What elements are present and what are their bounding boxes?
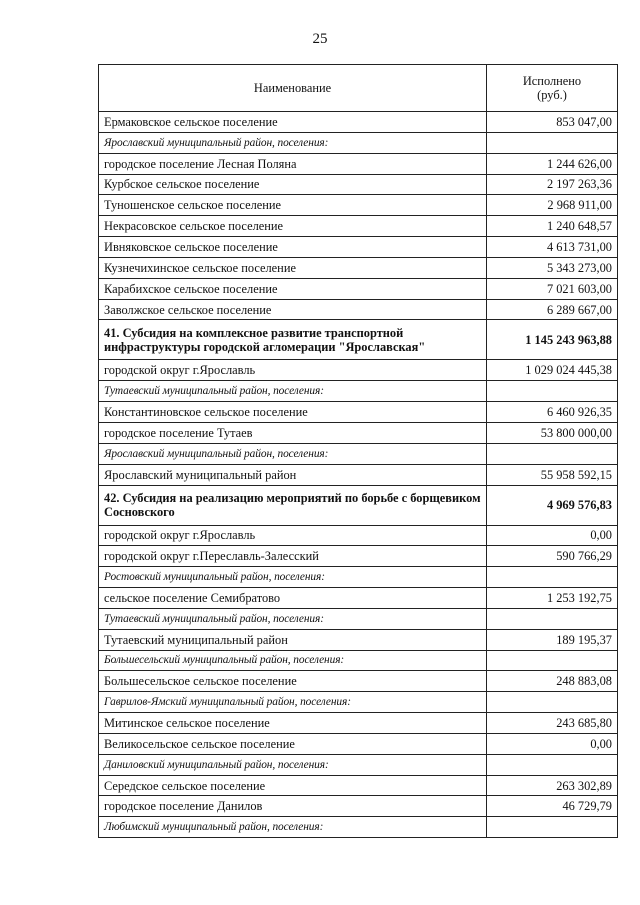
row-value: 248 883,08 [487, 671, 618, 692]
row-value: 0,00 [487, 525, 618, 546]
row-name: городское поселение Тутаев [99, 422, 487, 443]
row-name: Ивняковское сельское поселение [99, 237, 487, 258]
row-name: Даниловский муниципальный район, поселения: [99, 754, 487, 775]
row-name: Заволжское сельское поселение [99, 299, 487, 320]
row-name: Карабихское сельское поселение [99, 278, 487, 299]
row-name: Ярославский муниципальный район [99, 464, 487, 485]
table-row [99, 588, 618, 609]
table-row [99, 775, 618, 796]
row-value: 189 195,37 [487, 629, 618, 650]
row-value: 243 685,80 [487, 713, 618, 734]
row-value: 853 047,00 [487, 112, 618, 133]
row-value: 0,00 [487, 733, 618, 754]
row-value: 1 244 626,00 [487, 153, 618, 174]
column-header-executed-title: Исполнено [522, 74, 582, 88]
row-value [487, 650, 618, 671]
district-header-row [99, 381, 618, 402]
row-name: Константиновское сельское поселение [99, 402, 487, 423]
table-row [99, 464, 618, 485]
table-row [99, 299, 618, 320]
subsidy-row [99, 320, 618, 360]
row-value [487, 132, 618, 153]
row-value: 590 766,29 [487, 546, 618, 567]
table-row [99, 796, 618, 817]
row-name: Большесельский муниципальный район, поселения: [99, 650, 487, 671]
budget-execution-table [98, 64, 618, 838]
column-header-executed [487, 65, 618, 112]
row-value: 263 302,89 [487, 775, 618, 796]
row-name: 41. Субсидия на комплексное развитие транспортной инфраструктуры городской агломерации "Ярославская" [99, 320, 487, 360]
row-value: 55 958 592,15 [487, 464, 618, 485]
table-row [99, 216, 618, 237]
row-name: городской округ г.Ярославль [99, 360, 487, 381]
row-value: 1 253 192,75 [487, 588, 618, 609]
table-row [99, 174, 618, 195]
row-name: Ермаковское сельское поселение [99, 112, 487, 133]
row-name: Некрасовское сельское поселение [99, 216, 487, 237]
row-value: 4 969 576,83 [487, 485, 618, 525]
district-header-row [99, 567, 618, 588]
table-body [99, 112, 618, 838]
row-name: Тутаевский муниципальный район, поселения: [99, 381, 487, 402]
row-name: городской округ г.Ярославль [99, 525, 487, 546]
row-name: Кузнечихинское сельское поселение [99, 257, 487, 278]
row-value: 1 029 024 445,38 [487, 360, 618, 381]
district-header-row [99, 132, 618, 153]
row-value [487, 443, 618, 464]
page-number: 25 [312, 31, 328, 47]
row-value: 2 968 911,00 [487, 195, 618, 216]
table-row [99, 671, 618, 692]
row-value: 6 289 667,00 [487, 299, 618, 320]
row-value: 1 240 648,57 [487, 216, 618, 237]
table-row [99, 257, 618, 278]
row-name: Тутаевский муниципальный район, поселения: [99, 608, 487, 629]
table-row [99, 195, 618, 216]
row-name: Ярославский муниципальный район, поселения: [99, 132, 487, 153]
table-row [99, 402, 618, 423]
table-row [99, 629, 618, 650]
row-name: Тутаевский муниципальный район [99, 629, 487, 650]
row-value: 53 800 000,00 [487, 422, 618, 443]
table-row [99, 112, 618, 133]
row-value: 6 460 926,35 [487, 402, 618, 423]
row-value: 5 343 273,00 [487, 257, 618, 278]
row-name: Большесельское сельское поселение [99, 671, 487, 692]
table-row [99, 422, 618, 443]
table-row [99, 713, 618, 734]
table-row [99, 153, 618, 174]
table-row [99, 546, 618, 567]
row-name: сельское поселение Семибратово [99, 588, 487, 609]
row-name: Митинское сельское поселение [99, 713, 487, 734]
row-name: городское поселение Лесная Поляна [99, 153, 487, 174]
row-name: Туношенское сельское поселение [99, 195, 487, 216]
column-header-executed-unit: (руб.) [537, 88, 567, 102]
row-value [487, 754, 618, 775]
row-value: 7 021 603,00 [487, 278, 618, 299]
row-name: Курбское сельское поселение [99, 174, 487, 195]
row-value [487, 381, 618, 402]
subsidy-row [99, 485, 618, 525]
row-value [487, 567, 618, 588]
table-row [99, 525, 618, 546]
row-name: Гаврилов-Ямский муниципальный район, поселения: [99, 692, 487, 713]
row-value: 2 197 263,36 [487, 174, 618, 195]
district-header-row [99, 692, 618, 713]
row-name: городской округ г.Переславль-Залесский [99, 546, 487, 567]
row-name: городское поселение Данилов [99, 796, 487, 817]
row-value: 4 613 731,00 [487, 237, 618, 258]
table-row [99, 237, 618, 258]
row-name: Великосельское сельское поселение [99, 733, 487, 754]
district-header-row [99, 443, 618, 464]
row-value [487, 692, 618, 713]
row-name: Ростовский муниципальный район, поселения: [99, 567, 487, 588]
row-name: 42. Субсидия на реализацию мероприятий по борьбе с борщевиком Сосновского [99, 485, 487, 525]
table-row [99, 733, 618, 754]
column-header-name: Наименование [99, 65, 487, 112]
row-value [487, 608, 618, 629]
district-header-row [99, 608, 618, 629]
row-name: Середское сельское поселение [99, 775, 487, 796]
row-name: Любимский муниципальный район, поселения: [99, 817, 487, 838]
row-value: 1 145 243 963,88 [487, 320, 618, 360]
row-name: Ярославский муниципальный район, поселения: [99, 443, 487, 464]
table-header-row [99, 65, 618, 112]
row-value: 46 729,79 [487, 796, 618, 817]
table-row [99, 360, 618, 381]
district-header-row [99, 650, 618, 671]
table-row [99, 278, 618, 299]
row-value [487, 817, 618, 838]
district-header-row [99, 817, 618, 838]
district-header-row [99, 754, 618, 775]
